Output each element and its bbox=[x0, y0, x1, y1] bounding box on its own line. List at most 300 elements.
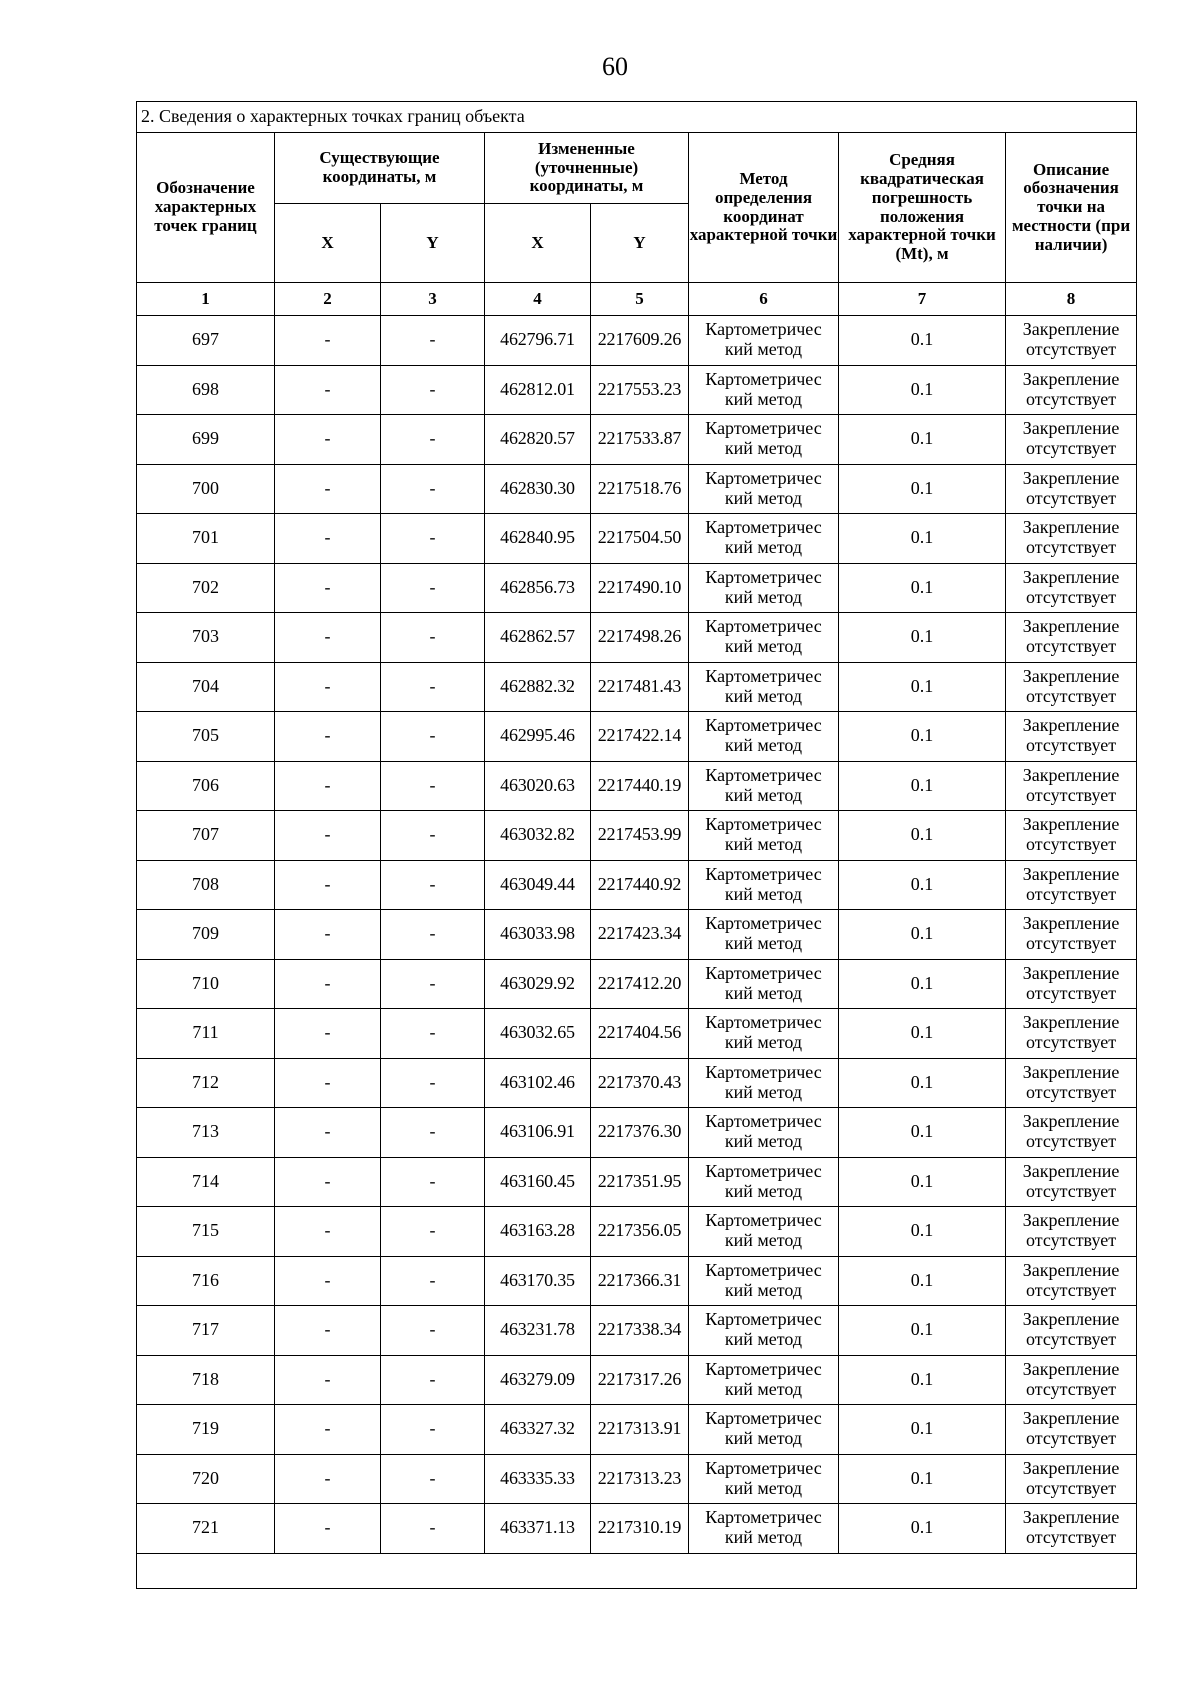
description-line-2: отсутствует bbox=[1026, 1131, 1117, 1152]
method-cell bbox=[689, 910, 839, 960]
table-body bbox=[137, 316, 1137, 1554]
method-line-1: Картометричес bbox=[705, 665, 822, 686]
header-designation: Обозначение характерных точек границ bbox=[137, 133, 275, 283]
point-id-cell: 706 bbox=[137, 761, 275, 811]
method-line-1: Картометричес bbox=[705, 1111, 822, 1132]
point-id-cell: 708 bbox=[137, 860, 275, 910]
changed-y-cell: 2217366.31 bbox=[591, 1256, 689, 1306]
table-row bbox=[137, 811, 1137, 861]
description-line-1: Закрепление bbox=[1022, 764, 1120, 785]
changed-y-cell: 2217310.19 bbox=[591, 1504, 689, 1554]
description-line-1: Закрепление bbox=[1022, 1012, 1120, 1033]
description-cell bbox=[1006, 563, 1137, 613]
method-line-2: кий метод bbox=[724, 883, 803, 904]
description-cell bbox=[1006, 662, 1137, 712]
existing-x-cell: - bbox=[275, 959, 381, 1009]
error-cell: 0.1 bbox=[839, 1306, 1006, 1356]
point-id-cell: 699 bbox=[137, 415, 275, 465]
error-cell: 0.1 bbox=[839, 1504, 1006, 1554]
changed-y-cell: 2217422.14 bbox=[591, 712, 689, 762]
method-cell bbox=[689, 1454, 839, 1504]
point-id-cell: 711 bbox=[137, 1009, 275, 1059]
description-line-1: Закрепление bbox=[1022, 368, 1120, 389]
error-cell: 0.1 bbox=[839, 910, 1006, 960]
header-changed-x: X bbox=[485, 204, 591, 283]
description-line-1: Закрепление bbox=[1022, 814, 1120, 835]
method-cell bbox=[689, 1405, 839, 1455]
method-line-2: кий метод bbox=[724, 1180, 803, 1201]
description-line-2: отсутствует bbox=[1026, 735, 1117, 756]
error-cell: 0.1 bbox=[839, 1256, 1006, 1306]
existing-x-cell: - bbox=[275, 1454, 381, 1504]
method-cell bbox=[689, 662, 839, 712]
description-line-2: отсутствует bbox=[1026, 537, 1117, 558]
existing-y-cell: - bbox=[381, 662, 485, 712]
description-cell bbox=[1006, 1306, 1137, 1356]
header-existing-x: X bbox=[275, 204, 381, 283]
table-row bbox=[137, 712, 1137, 762]
description-line-1: Закрепление bbox=[1022, 467, 1120, 488]
changed-x-cell: 463032.65 bbox=[485, 1009, 591, 1059]
changed-y-cell: 2217498.26 bbox=[591, 613, 689, 663]
method-cell bbox=[689, 613, 839, 663]
header-changed-coordinates: Измененные (уточненные) координаты, м bbox=[485, 133, 689, 204]
changed-x-cell: 463163.28 bbox=[485, 1207, 591, 1257]
error-cell: 0.1 bbox=[839, 761, 1006, 811]
method-line-2: кий метод bbox=[724, 1527, 803, 1548]
method-line-1: Картометричес bbox=[705, 1507, 822, 1528]
point-id-cell: 714 bbox=[137, 1157, 275, 1207]
description-line-2: отсутствует bbox=[1026, 1428, 1117, 1449]
table-row bbox=[137, 1256, 1137, 1306]
description-cell bbox=[1006, 1058, 1137, 1108]
existing-x-cell: - bbox=[275, 1256, 381, 1306]
error-cell: 0.1 bbox=[839, 464, 1006, 514]
changed-x-cell: 463170.35 bbox=[485, 1256, 591, 1306]
changed-x-cell: 463279.09 bbox=[485, 1355, 591, 1405]
description-line-1: Закрепление bbox=[1022, 1358, 1120, 1379]
description-cell bbox=[1006, 1454, 1137, 1504]
method-cell bbox=[689, 365, 839, 415]
column-number: 7 bbox=[839, 283, 1006, 316]
point-id-cell: 702 bbox=[137, 563, 275, 613]
description-cell bbox=[1006, 1157, 1137, 1207]
table-row bbox=[137, 1058, 1137, 1108]
error-cell: 0.1 bbox=[839, 415, 1006, 465]
description-line-2: отсутствует bbox=[1026, 1180, 1117, 1201]
method-cell bbox=[689, 1058, 839, 1108]
method-cell bbox=[689, 959, 839, 1009]
description-line-1: Закрепление bbox=[1022, 1160, 1120, 1181]
table-row bbox=[137, 761, 1137, 811]
error-cell: 0.1 bbox=[839, 1207, 1006, 1257]
changed-x-cell: 462796.71 bbox=[485, 316, 591, 366]
existing-y-cell: - bbox=[381, 1058, 485, 1108]
existing-x-cell: - bbox=[275, 1405, 381, 1455]
method-line-1: Картометричес bbox=[705, 1457, 822, 1478]
point-id-cell: 709 bbox=[137, 910, 275, 960]
method-line-2: кий метод bbox=[724, 735, 803, 756]
method-cell bbox=[689, 860, 839, 910]
column-number: 4 bbox=[485, 283, 591, 316]
changed-y-cell: 2217533.87 bbox=[591, 415, 689, 465]
existing-x-cell: - bbox=[275, 1504, 381, 1554]
table-row bbox=[137, 1306, 1137, 1356]
method-line-2: кий метод bbox=[724, 1131, 803, 1152]
error-cell: 0.1 bbox=[839, 860, 1006, 910]
error-cell: 0.1 bbox=[839, 1108, 1006, 1158]
description-line-2: отсутствует bbox=[1026, 487, 1117, 508]
description-line-1: Закрепление bbox=[1022, 1408, 1120, 1429]
changed-y-cell: 2217504.50 bbox=[591, 514, 689, 564]
method-line-1: Картометричес bbox=[705, 1210, 822, 1231]
existing-x-cell: - bbox=[275, 316, 381, 366]
method-cell bbox=[689, 761, 839, 811]
method-cell bbox=[689, 1306, 839, 1356]
table-row bbox=[137, 1207, 1137, 1257]
description-line-1: Закрепление bbox=[1022, 1210, 1120, 1231]
method-line-1: Картометричес bbox=[705, 962, 822, 983]
description-line-1: Закрепление bbox=[1022, 1111, 1120, 1132]
existing-y-cell: - bbox=[381, 1108, 485, 1158]
changed-x-cell: 463020.63 bbox=[485, 761, 591, 811]
method-line-1: Картометричес bbox=[705, 1012, 822, 1033]
description-line-1: Закрепление bbox=[1022, 715, 1120, 736]
changed-x-cell: 462820.57 bbox=[485, 415, 591, 465]
point-id-cell: 713 bbox=[137, 1108, 275, 1158]
method-cell bbox=[689, 316, 839, 366]
changed-x-cell: 463106.91 bbox=[485, 1108, 591, 1158]
description-line-2: отсутствует bbox=[1026, 982, 1117, 1003]
description-cell bbox=[1006, 316, 1137, 366]
existing-x-cell: - bbox=[275, 811, 381, 861]
method-line-2: кий метод bbox=[724, 1032, 803, 1053]
table-row bbox=[137, 1009, 1137, 1059]
header-changed-y: Y bbox=[591, 204, 689, 283]
description-cell bbox=[1006, 959, 1137, 1009]
description-cell bbox=[1006, 365, 1137, 415]
error-cell: 0.1 bbox=[839, 1454, 1006, 1504]
existing-y-cell: - bbox=[381, 1256, 485, 1306]
column-number: 2 bbox=[275, 283, 381, 316]
table-row bbox=[137, 1108, 1137, 1158]
error-cell: 0.1 bbox=[839, 514, 1006, 564]
error-cell: 0.1 bbox=[839, 712, 1006, 762]
description-cell bbox=[1006, 1256, 1137, 1306]
table-row bbox=[137, 910, 1137, 960]
existing-y-cell: - bbox=[381, 1405, 485, 1455]
description-cell bbox=[1006, 514, 1137, 564]
description-cell bbox=[1006, 1009, 1137, 1059]
changed-x-cell: 463327.32 bbox=[485, 1405, 591, 1455]
changed-x-cell: 462840.95 bbox=[485, 514, 591, 564]
description-cell bbox=[1006, 464, 1137, 514]
boundary-points-table bbox=[136, 101, 1137, 1589]
changed-y-cell: 2217553.23 bbox=[591, 365, 689, 415]
header-method: Метод определения координат характерной точки bbox=[689, 133, 839, 283]
changed-x-cell: 462830.30 bbox=[485, 464, 591, 514]
changed-y-cell: 2217490.10 bbox=[591, 563, 689, 613]
point-id-cell: 703 bbox=[137, 613, 275, 663]
error-cell: 0.1 bbox=[839, 1009, 1006, 1059]
method-cell bbox=[689, 1504, 839, 1554]
method-line-1: Картометричес bbox=[705, 913, 822, 934]
changed-y-cell: 2217313.23 bbox=[591, 1454, 689, 1504]
method-line-2: кий метод bbox=[724, 982, 803, 1003]
description-line-1: Закрепление bbox=[1022, 863, 1120, 884]
method-cell bbox=[689, 1009, 839, 1059]
method-cell bbox=[689, 514, 839, 564]
description-line-2: отсутствует bbox=[1026, 784, 1117, 805]
point-id-cell: 701 bbox=[137, 514, 275, 564]
description-cell bbox=[1006, 1355, 1137, 1405]
existing-y-cell: - bbox=[381, 316, 485, 366]
changed-y-cell: 2217317.26 bbox=[591, 1355, 689, 1405]
method-cell bbox=[689, 415, 839, 465]
table-row bbox=[137, 860, 1137, 910]
description-cell bbox=[1006, 811, 1137, 861]
point-id-cell: 720 bbox=[137, 1454, 275, 1504]
column-number: 3 bbox=[381, 283, 485, 316]
section-title: 2. Сведения о характерных точках границ объекта bbox=[137, 102, 1137, 133]
existing-y-cell: - bbox=[381, 514, 485, 564]
existing-x-cell: - bbox=[275, 514, 381, 564]
method-line-2: кий метод bbox=[724, 1378, 803, 1399]
existing-x-cell: - bbox=[275, 1009, 381, 1059]
description-line-1: Закрепление bbox=[1022, 1259, 1120, 1280]
error-cell: 0.1 bbox=[839, 365, 1006, 415]
description-line-2: отсутствует bbox=[1026, 1378, 1117, 1399]
description-cell bbox=[1006, 1405, 1137, 1455]
method-line-2: кий метод bbox=[724, 388, 803, 409]
existing-y-cell: - bbox=[381, 1454, 485, 1504]
changed-x-cell: 463160.45 bbox=[485, 1157, 591, 1207]
description-line-1: Закрепление bbox=[1022, 962, 1120, 983]
changed-x-cell: 463033.98 bbox=[485, 910, 591, 960]
error-cell: 0.1 bbox=[839, 563, 1006, 613]
method-line-1: Картометричес bbox=[705, 863, 822, 884]
changed-y-cell: 2217609.26 bbox=[591, 316, 689, 366]
existing-y-cell: - bbox=[381, 613, 485, 663]
method-line-1: Картометричес bbox=[705, 715, 822, 736]
method-cell bbox=[689, 1207, 839, 1257]
changed-x-cell: 462862.57 bbox=[485, 613, 591, 663]
changed-y-cell: 2217338.34 bbox=[591, 1306, 689, 1356]
changed-y-cell: 2217351.95 bbox=[591, 1157, 689, 1207]
method-line-1: Картометричес bbox=[705, 368, 822, 389]
description-line-2: отсутствует bbox=[1026, 1527, 1117, 1548]
point-id-cell: 710 bbox=[137, 959, 275, 1009]
method-line-1: Картометричес bbox=[705, 814, 822, 835]
point-id-cell: 700 bbox=[137, 464, 275, 514]
description-line-2: отсутствует bbox=[1026, 438, 1117, 459]
existing-y-cell: - bbox=[381, 811, 485, 861]
method-line-2: кий метод bbox=[724, 537, 803, 558]
point-id-cell: 717 bbox=[137, 1306, 275, 1356]
point-id-cell: 697 bbox=[137, 316, 275, 366]
method-cell bbox=[689, 464, 839, 514]
table-row bbox=[137, 1504, 1137, 1554]
changed-x-cell: 463371.13 bbox=[485, 1504, 591, 1554]
empty-cell bbox=[137, 1553, 1137, 1588]
point-id-cell: 712 bbox=[137, 1058, 275, 1108]
description-cell bbox=[1006, 761, 1137, 811]
error-cell: 0.1 bbox=[839, 1157, 1006, 1207]
existing-y-cell: - bbox=[381, 860, 485, 910]
page-number: 60 bbox=[602, 52, 628, 81]
existing-x-cell: - bbox=[275, 563, 381, 613]
description-cell bbox=[1006, 712, 1137, 762]
error-cell: 0.1 bbox=[839, 811, 1006, 861]
method-line-2: кий метод bbox=[724, 1279, 803, 1300]
description-line-2: отсутствует bbox=[1026, 1081, 1117, 1102]
point-id-cell: 704 bbox=[137, 662, 275, 712]
method-line-1: Картометричес bbox=[705, 616, 822, 637]
existing-x-cell: - bbox=[275, 1108, 381, 1158]
existing-x-cell: - bbox=[275, 365, 381, 415]
changed-x-cell: 462995.46 bbox=[485, 712, 591, 762]
method-line-1: Картометричес bbox=[705, 1309, 822, 1330]
column-number: 5 bbox=[591, 283, 689, 316]
existing-x-cell: - bbox=[275, 1355, 381, 1405]
description-line-1: Закрепление bbox=[1022, 566, 1120, 587]
error-cell: 0.1 bbox=[839, 316, 1006, 366]
method-line-1: Картометричес bbox=[705, 517, 822, 538]
description-line-1: Закрепление bbox=[1022, 1507, 1120, 1528]
table-row bbox=[137, 959, 1137, 1009]
empty-footer-row bbox=[137, 1553, 1137, 1588]
existing-y-cell: - bbox=[381, 1355, 485, 1405]
point-id-cell: 715 bbox=[137, 1207, 275, 1257]
method-cell bbox=[689, 1355, 839, 1405]
table-row bbox=[137, 464, 1137, 514]
existing-y-cell: - bbox=[381, 563, 485, 613]
description-line-2: отсутствует bbox=[1026, 1329, 1117, 1350]
header-existing-y: Y bbox=[381, 204, 485, 283]
existing-y-cell: - bbox=[381, 1207, 485, 1257]
existing-x-cell: - bbox=[275, 613, 381, 663]
error-cell: 0.1 bbox=[839, 613, 1006, 663]
description-line-2: отсутствует bbox=[1026, 883, 1117, 904]
description-cell bbox=[1006, 860, 1137, 910]
existing-y-cell: - bbox=[381, 365, 485, 415]
changed-y-cell: 2217412.20 bbox=[591, 959, 689, 1009]
description-line-2: отсутствует bbox=[1026, 388, 1117, 409]
description-line-2: отсутствует bbox=[1026, 636, 1117, 657]
changed-y-cell: 2217440.19 bbox=[591, 761, 689, 811]
description-line-1: Закрепление bbox=[1022, 517, 1120, 538]
method-line-1: Картометричес bbox=[705, 764, 822, 785]
method-cell bbox=[689, 563, 839, 613]
description-line-1: Закрепление bbox=[1022, 418, 1120, 439]
description-cell bbox=[1006, 910, 1137, 960]
description-cell bbox=[1006, 613, 1137, 663]
changed-x-cell: 463102.46 bbox=[485, 1058, 591, 1108]
existing-x-cell: - bbox=[275, 1306, 381, 1356]
existing-x-cell: - bbox=[275, 464, 381, 514]
point-id-cell: 719 bbox=[137, 1405, 275, 1455]
method-line-2: кий метод bbox=[724, 1081, 803, 1102]
method-line-1: Картометричес bbox=[705, 418, 822, 439]
method-line-1: Картометричес bbox=[705, 319, 822, 340]
existing-y-cell: - bbox=[381, 1009, 485, 1059]
point-id-cell: 721 bbox=[137, 1504, 275, 1554]
description-cell bbox=[1006, 415, 1137, 465]
method-line-1: Картометричес bbox=[705, 566, 822, 587]
table-row bbox=[137, 365, 1137, 415]
description-line-1: Закрепление bbox=[1022, 665, 1120, 686]
description-line-1: Закрепление bbox=[1022, 1457, 1120, 1478]
error-cell: 0.1 bbox=[839, 1405, 1006, 1455]
changed-x-cell: 463231.78 bbox=[485, 1306, 591, 1356]
changed-y-cell: 2217518.76 bbox=[591, 464, 689, 514]
description-line-2: отсутствует bbox=[1026, 586, 1117, 607]
table-row bbox=[137, 316, 1137, 366]
existing-x-cell: - bbox=[275, 415, 381, 465]
method-line-2: кий метод bbox=[724, 636, 803, 657]
existing-y-cell: - bbox=[381, 1306, 485, 1356]
description-line-2: отсутствует bbox=[1026, 685, 1117, 706]
point-id-cell: 718 bbox=[137, 1355, 275, 1405]
changed-y-cell: 2217313.91 bbox=[591, 1405, 689, 1455]
column-number: 6 bbox=[689, 283, 839, 316]
existing-y-cell: - bbox=[381, 415, 485, 465]
method-line-2: кий метод bbox=[724, 487, 803, 508]
description-line-1: Закрепление bbox=[1022, 913, 1120, 934]
changed-x-cell: 462882.32 bbox=[485, 662, 591, 712]
method-line-2: кий метод bbox=[724, 1428, 803, 1449]
table-row bbox=[137, 1454, 1137, 1504]
changed-y-cell: 2217423.34 bbox=[591, 910, 689, 960]
error-cell: 0.1 bbox=[839, 1355, 1006, 1405]
method-line-2: кий метод bbox=[724, 1230, 803, 1251]
description-line-2: отсутствует bbox=[1026, 1230, 1117, 1251]
existing-y-cell: - bbox=[381, 712, 485, 762]
existing-x-cell: - bbox=[275, 910, 381, 960]
method-line-2: кий метод bbox=[724, 834, 803, 855]
description-line-1: Закрепление bbox=[1022, 1061, 1120, 1082]
method-cell bbox=[689, 712, 839, 762]
existing-x-cell: - bbox=[275, 662, 381, 712]
header-description: Описание обозначения точки на местности (при наличии) bbox=[1006, 133, 1137, 283]
error-cell: 0.1 bbox=[839, 662, 1006, 712]
method-line-2: кий метод bbox=[724, 339, 803, 360]
method-line-2: кий метод bbox=[724, 933, 803, 954]
changed-x-cell: 462812.01 bbox=[485, 365, 591, 415]
method-line-2: кий метод bbox=[724, 784, 803, 805]
error-cell: 0.1 bbox=[839, 1058, 1006, 1108]
header-error: Средняя квадратическая погрешность положения характерной точки (Mt), м bbox=[839, 133, 1006, 283]
changed-y-cell: 2217404.56 bbox=[591, 1009, 689, 1059]
changed-x-cell: 463049.44 bbox=[485, 860, 591, 910]
existing-x-cell: - bbox=[275, 1207, 381, 1257]
method-line-1: Картометричес bbox=[705, 1061, 822, 1082]
method-line-2: кий метод bbox=[724, 685, 803, 706]
method-line-1: Картометричес bbox=[705, 1358, 822, 1379]
description-cell bbox=[1006, 1504, 1137, 1554]
table-row bbox=[137, 415, 1137, 465]
point-id-cell: 716 bbox=[137, 1256, 275, 1306]
header-existing-coordinates: Существующие координаты, м bbox=[275, 133, 485, 204]
description-line-2: отсутствует bbox=[1026, 834, 1117, 855]
changed-y-cell: 2217376.30 bbox=[591, 1108, 689, 1158]
description-line-1: Закрепление bbox=[1022, 319, 1120, 340]
method-line-2: кий метод bbox=[724, 586, 803, 607]
method-line-2: кий метод bbox=[724, 438, 803, 459]
description-line-2: отсутствует bbox=[1026, 1279, 1117, 1300]
existing-y-cell: - bbox=[381, 761, 485, 811]
method-line-1: Картометричес bbox=[705, 1408, 822, 1429]
